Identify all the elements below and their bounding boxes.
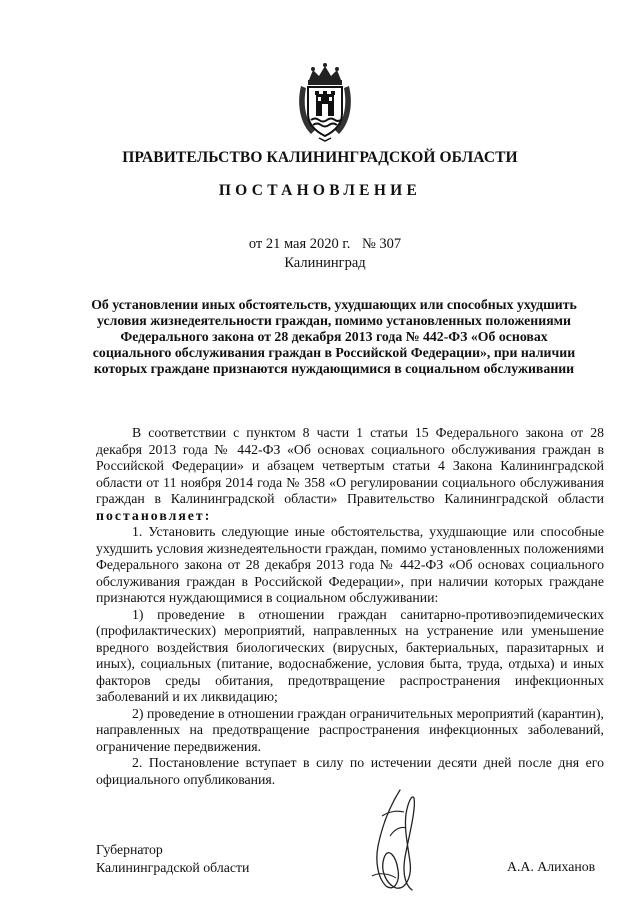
item-2-paragraph: 2. Постановление вступает в силу по истечении десяти дней после дня его официального опубликования. [96,755,604,787]
signatory-name: А.А. Алиханов [507,859,596,874]
coat-of-arms-emblem [297,62,353,142]
item-1-2-paragraph: 2) проведение в отношении граждан ограничительных мероприятий (карантин), направленных на предотвращение распространения инфекционных заболеваний, ограничение передвижения. [96,705,604,754]
document-date: от 21 мая 2020 г. [248,236,351,252]
resolves-word: постановляет: [96,507,212,523]
document-number: № 307 [361,236,402,252]
item-1-paragraph: 1. Установить следующие иные обстоятельства, ухудшающие или способные ухудшить условия жизнедеятельности граждан, помимо установленных положениями Федерального закона от 28 декабря 2013 года № 442-ФЗ «Об основах социального обслуживания граждан в Российской Федерации», при наличии которых граждане признаются нуждающимися в социальном обслуживании: [96,524,604,605]
document-type: ПОСТАНОВЛЕНИЕ [218,182,422,199]
signatory-title-line-1: Губернатор [96,842,163,857]
preamble-paragraph [96,425,604,524]
preamble-text: В соответствии с пунктом 8 части 1 статьи 15 Федерального закона от 28 декабря 2013 года № 442-ФЗ «Об основах социального обслуживания граждан в Российской Федерации» и абзацем четвертым статьи 4 Закона Калининградской области от 11 ноября 2014 года № 358 «О регулировании социального обслуживания граждан в Калининградской области» Правительство Калининградской области [96,425,604,506]
government-title: ПРАВИТЕЛЬСТВО КАЛИНИНГРАДСКОЙ ОБЛАСТИ [122,149,518,166]
document-subject: Об установлении иных обстоятельств, ухудшающих или способных ухудшить условия жизнедеятельности граждан, помимо установленных положениями Федерального закона от 28 декабря 2013 года № 442-ФЗ «Об основах социального обслуживания граждан в Российской Федерации», при наличии которых граждане признаются нуждающимися в социальном обслуживании [91,297,577,376]
item-1-1-paragraph: 1) проведение в отношении граждан санитарно-противоэпидемических (профилактических) мероприятий, направленных на устранение или уменьшение вредного воздействия биологических (вирусных, бактериальных, паразитарных и иных), социальных (питание, водоснабжение, условия быта, труда, отдыха) и иных факторов среды обитания, предотвращение распространения инфекционных заболеваний и их ликвидацию; [96,606,604,704]
handwritten-signature [360,786,428,896]
signatory-title [96,841,249,877]
date-number-line [0,236,640,253]
city: Калининград [284,255,366,271]
document-body [96,425,604,788]
signatory-title-line-2: Калининградской области [96,860,250,875]
